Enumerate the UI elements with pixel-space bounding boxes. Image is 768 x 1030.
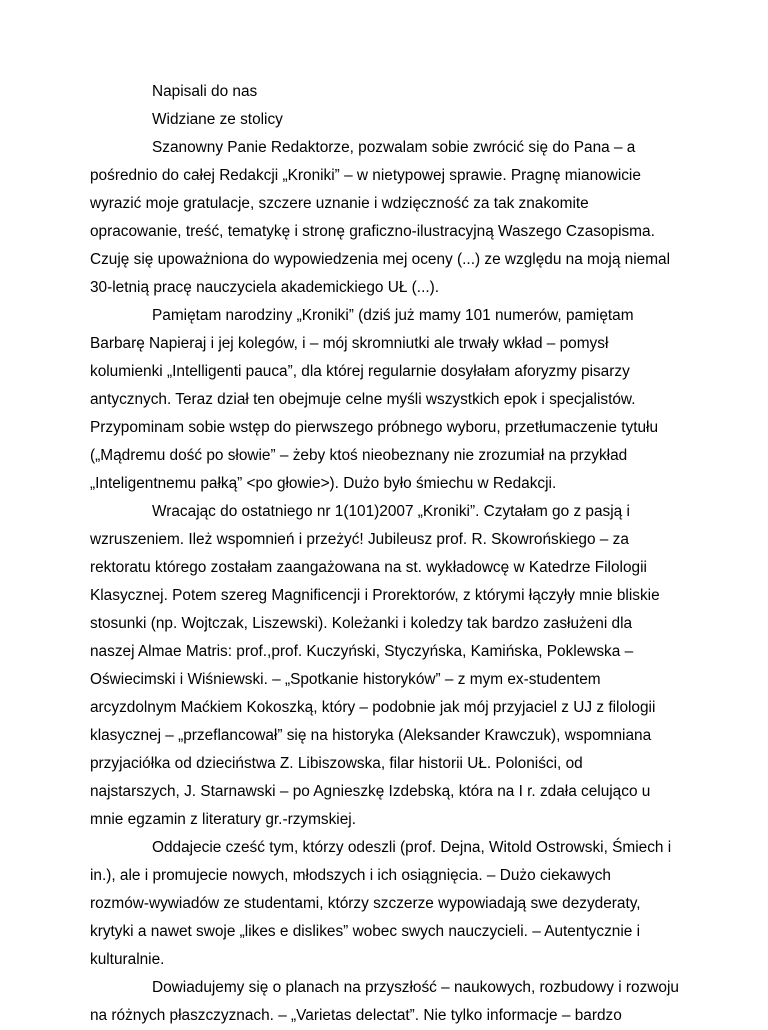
- paragraph-line: Szanowny Panie Redaktorze, pozwalam sobie zwrócić się do Pana – a: [152, 139, 636, 156]
- paragraph-line: („Mądremu dość po słowie” – żeby ktoś nieobeznany nie zrozumiał na przykład: [90, 447, 628, 464]
- paragraph-line: opracowanie, treść, tematykę i stronę graficzno-ilustracyjną Waszego Czasopisma.: [90, 223, 655, 240]
- paragraph-line: Barbarę Napieraj i jej kolegów, i – mój skromniutki ale trwały wkład – pomysł: [90, 335, 609, 352]
- paragraph-line: Przypominam sobie wstęp do pierwszego próbnego wyboru, przetłumaczenie tytułu: [90, 419, 659, 436]
- paragraph-line: Wracając do ostatniego nr 1(101)2007 „Kroniki”. Czytałam go z pasją i: [152, 503, 630, 520]
- paragraph-line: na różnych płaszczyznach. – „Varietas delectat”. Nie tylko informacje – bardzo: [90, 1007, 622, 1024]
- letter-text: [90, 78, 690, 1030]
- paragraph-line: Pamiętam narodziny „Kroniki” (dziś już mamy 101 numerów, pamiętam: [152, 307, 634, 324]
- paragraph-line: rozmów-wywiadów ze studentami, którzy szczerze wypowiadają swe dezyderaty,: [90, 895, 641, 912]
- article-title: Widziane ze stolicy: [152, 111, 283, 128]
- paragraph-line: kulturalnie.: [90, 951, 165, 968]
- paragraph-line: rektoratu którego zostałam zaangażowana na st. wykładowcę w Katedrze Filologii: [90, 559, 647, 576]
- paragraph-line: antycznych. Teraz dział ten obejmuje celne myśli wszystkich epok i specjalistów.: [90, 391, 636, 408]
- paragraph-line: naszej Almae Matris: prof.,prof. Kuczyński, Styczyńska, Kamińska, Poklewska –: [90, 643, 634, 660]
- paragraph-line: mnie egzamin z literatury gr.-rzymskiej.: [90, 811, 356, 828]
- paragraph-line: Czuję się upoważniona do wypowiedzenia mej oceny (...) ze względu na moją niemal: [90, 251, 671, 268]
- paragraph-line: kolumienki „Intelligenti pauca”, dla której regularnie dosyłałam aforyzmy pisarzy: [90, 363, 630, 380]
- paragraph-line: Oświecimski i Wiśniewski. – „Spotkanie historyków” – z mym ex-studentem: [90, 671, 601, 688]
- paragraph-line: klasycznej – „przeflancował” się na historyka (Aleksander Krawczuk), wspomniana: [90, 727, 652, 744]
- paragraph-line: 30-letnią pracę nauczyciela akademickiego UŁ (...).: [90, 279, 440, 296]
- paragraph-line: „Inteligentnemu pałką” <po głowie>). Dużo było śmiechu w Redakcji.: [90, 475, 557, 492]
- paragraph-line: Klasycznej. Potem szereg Magnificencji i Prorektorów, z którymi łączyły mnie bliskie: [90, 587, 660, 604]
- paragraph-line: Oddajecie cześć tym, którzy odeszli (prof. Dejna, Witold Ostrowski, Śmiech i: [152, 839, 672, 856]
- paragraph-line: wzruszeniem. Ileż wspomnień i przeżyć! Jubileusz prof. R. Skowrońskiego – za: [90, 531, 629, 548]
- section-heading: Napisali do nas: [152, 83, 258, 100]
- paragraph-line: pośrednio do całej Redakcji „Kroniki” – w nietypowej sprawie. Pragnę mianowicie: [90, 167, 641, 184]
- paragraph-line: wyrazić moje gratulacje, szczere uznanie i wdzięczność za tak znakomite: [90, 195, 589, 212]
- paragraph-line: Dowiadujemy się o planach na przyszłość – naukowych, rozbudowy i rozwoju: [152, 979, 679, 996]
- paragraph-line: krytyki a nawet swoje „likes e dislikes” wobec swych nauczycieli. – Autentycznie i: [90, 923, 641, 940]
- paragraph-line: najstarszych, J. Starnawski – po Agnieszkę Izdebską, która na I r. zdała celująco u: [90, 783, 651, 800]
- paragraph-line: arcyzdolnym Maćkiem Kokoszką, który – podobnie jak mój przyjaciel z UJ z filologii: [90, 699, 656, 716]
- paragraph-line: przyjaciółka od dzieciństwa Z. Libiszowska, filar historii UŁ. Poloniści, od: [90, 755, 583, 772]
- paragraph-line: in.), ale i promujecie nowych, młodszych i ich osiągnięcia. – Dużo ciekawych: [90, 867, 611, 884]
- paragraph-line: stosunki (np. Wojtczak, Liszewski). Koleżanki i koledzy tak bardzo zasłużeni dla: [90, 615, 633, 632]
